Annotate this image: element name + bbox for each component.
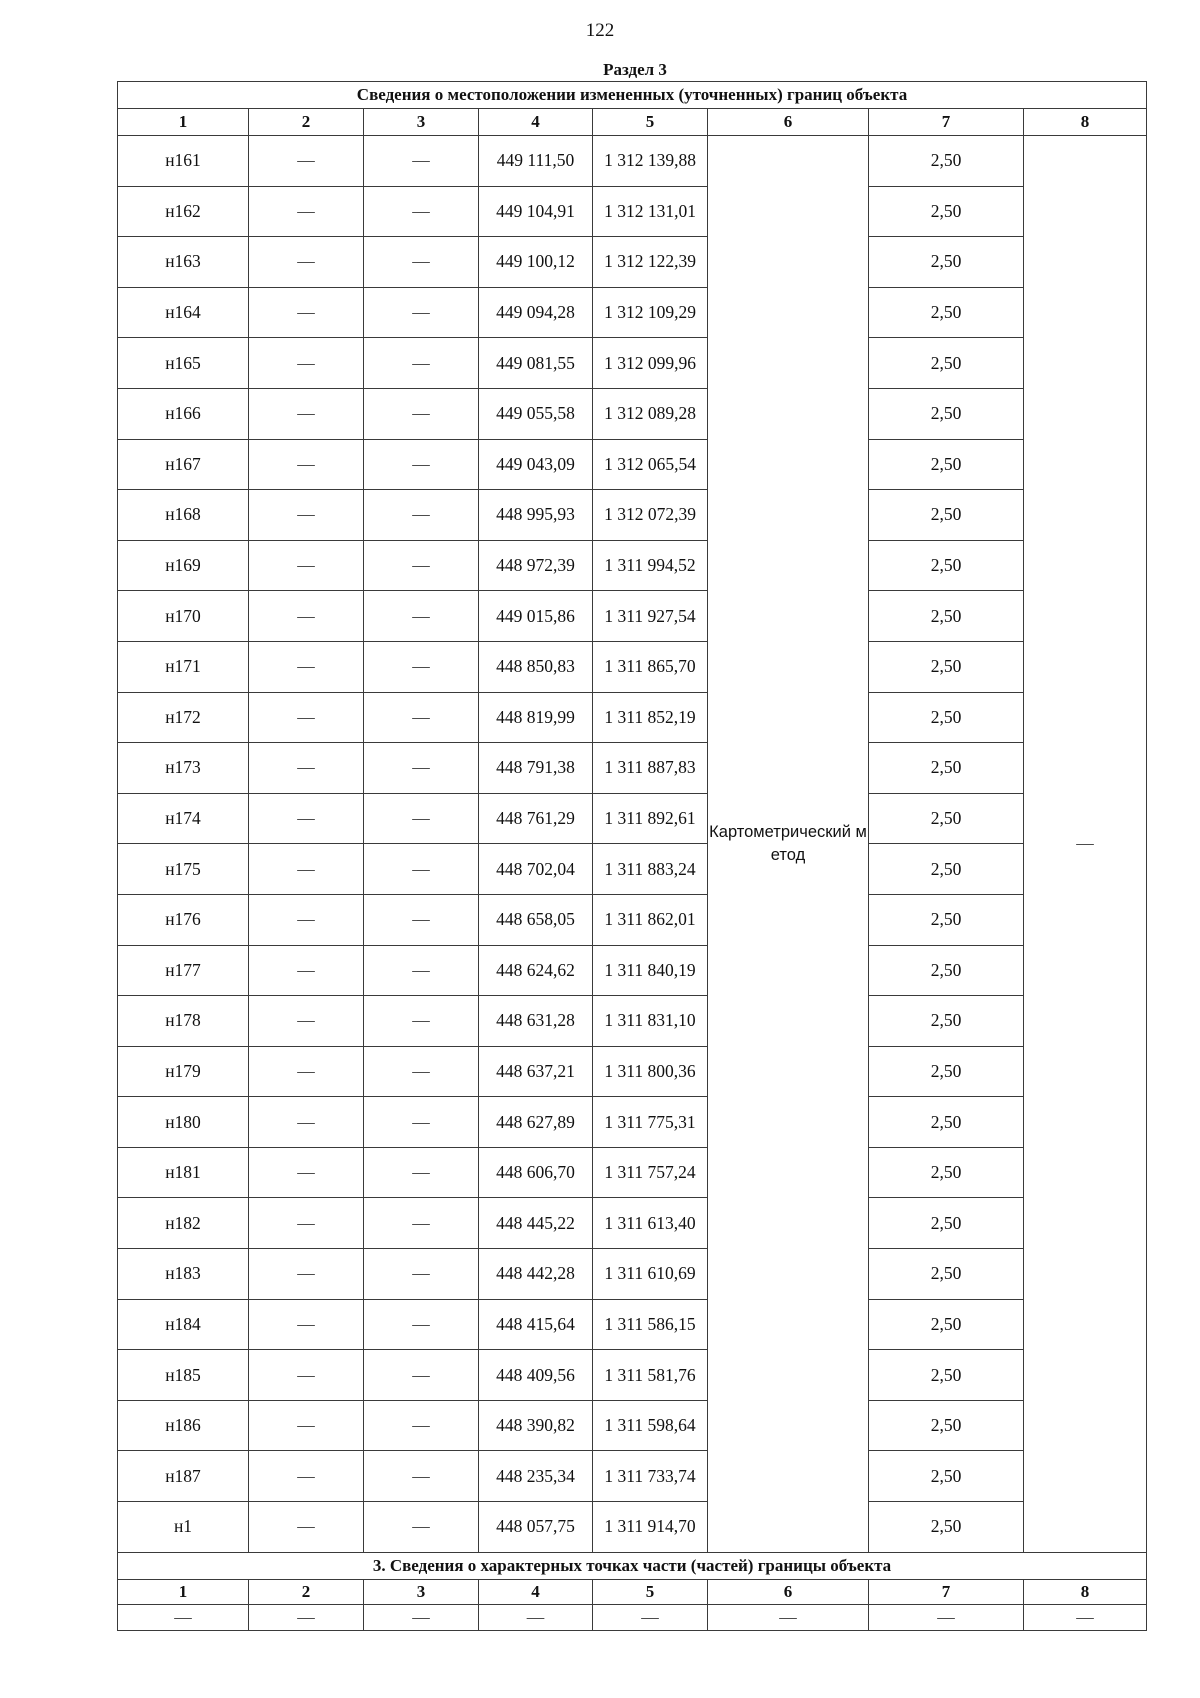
table-row xyxy=(118,1350,1147,1401)
section2-cell: — xyxy=(593,1604,708,1630)
col3-value: — xyxy=(364,186,479,237)
table-row xyxy=(118,1147,1147,1198)
x-coordinate: 448 972,39 xyxy=(479,540,593,591)
section2-row xyxy=(118,1604,1147,1630)
point-name: н163 xyxy=(118,237,249,288)
x-coordinate: 449 055,58 xyxy=(479,388,593,439)
accuracy-value: 2,50 xyxy=(869,388,1024,439)
col3-value: — xyxy=(364,1350,479,1401)
col2-value: — xyxy=(249,1046,364,1097)
y-coordinate: 1 312 072,39 xyxy=(593,490,708,541)
y-coordinate: 1 312 099,96 xyxy=(593,338,708,389)
column-header: 3 xyxy=(364,109,479,136)
table-row xyxy=(118,287,1147,338)
y-coordinate: 1 311 865,70 xyxy=(593,641,708,692)
col2-value: — xyxy=(249,1350,364,1401)
point-name: н169 xyxy=(118,540,249,591)
section2-cell: — xyxy=(479,1604,593,1630)
accuracy-value: 2,50 xyxy=(869,136,1024,187)
point-name: н174 xyxy=(118,793,249,844)
point-name: н182 xyxy=(118,1198,249,1249)
table-row xyxy=(118,186,1147,237)
x-coordinate: 448 631,28 xyxy=(479,996,593,1047)
x-coordinate: 449 104,91 xyxy=(479,186,593,237)
col3-value: — xyxy=(364,1451,479,1502)
col3-value: — xyxy=(364,1299,479,1350)
accuracy-value: 2,50 xyxy=(869,641,1024,692)
column-header: 4 xyxy=(479,109,593,136)
accuracy-value: 2,50 xyxy=(869,1198,1024,1249)
col2-value: — xyxy=(249,641,364,692)
x-coordinate: 448 819,99 xyxy=(479,692,593,743)
section2-cell: — xyxy=(1024,1604,1147,1630)
x-coordinate: 448 409,56 xyxy=(479,1350,593,1401)
point-name: н171 xyxy=(118,641,249,692)
column-header: 1 xyxy=(118,109,249,136)
y-coordinate: 1 312 109,29 xyxy=(593,287,708,338)
y-coordinate: 1 312 131,01 xyxy=(593,186,708,237)
x-coordinate: 448 624,62 xyxy=(479,945,593,996)
col3-value: — xyxy=(364,1147,479,1198)
y-coordinate: 1 311 757,24 xyxy=(593,1147,708,1198)
y-coordinate: 1 311 775,31 xyxy=(593,1097,708,1148)
col3-value: — xyxy=(364,1046,479,1097)
col3-value: — xyxy=(364,743,479,794)
col2-value: — xyxy=(249,287,364,338)
accuracy-value: 2,50 xyxy=(869,490,1024,541)
point-name: н168 xyxy=(118,490,249,541)
point-name: н181 xyxy=(118,1147,249,1198)
col3-value: — xyxy=(364,287,479,338)
col2-value: — xyxy=(249,540,364,591)
col3-value: — xyxy=(364,338,479,389)
point-name: н164 xyxy=(118,287,249,338)
x-coordinate: 449 094,28 xyxy=(479,287,593,338)
boundary-table xyxy=(117,81,1147,1631)
col3-value: — xyxy=(364,136,479,187)
table-row xyxy=(118,136,1147,187)
accuracy-value: 2,50 xyxy=(869,1451,1024,1502)
column-header: 7 xyxy=(869,109,1024,136)
table-row xyxy=(118,1299,1147,1350)
table-row xyxy=(118,945,1147,996)
table-row xyxy=(118,237,1147,288)
y-coordinate: 1 312 089,28 xyxy=(593,388,708,439)
col2-value: — xyxy=(249,439,364,490)
col3-value: — xyxy=(364,1198,479,1249)
col2-value: — xyxy=(249,490,364,541)
y-coordinate: 1 311 586,15 xyxy=(593,1299,708,1350)
y-coordinate: 1 311 581,76 xyxy=(593,1350,708,1401)
accuracy-value: 2,50 xyxy=(869,338,1024,389)
table-row xyxy=(118,490,1147,541)
point-name: н175 xyxy=(118,844,249,895)
section2-cell: — xyxy=(364,1604,479,1630)
point-name: н172 xyxy=(118,692,249,743)
col3-value: — xyxy=(364,1249,479,1300)
section2-cell: — xyxy=(869,1604,1024,1630)
column-header: 8 xyxy=(1024,109,1147,136)
x-coordinate: 449 100,12 xyxy=(479,237,593,288)
section2-column-header: 8 xyxy=(1024,1579,1147,1604)
point-name: н184 xyxy=(118,1299,249,1350)
point-name: н179 xyxy=(118,1046,249,1097)
accuracy-value: 2,50 xyxy=(869,1502,1024,1553)
accuracy-value: 2,50 xyxy=(869,591,1024,642)
y-coordinate: 1 311 914,70 xyxy=(593,1502,708,1553)
y-coordinate: 1 312 122,39 xyxy=(593,237,708,288)
table-row xyxy=(118,844,1147,895)
point-name: н167 xyxy=(118,439,249,490)
col3-value: — xyxy=(364,945,479,996)
accuracy-value: 2,50 xyxy=(869,1350,1024,1401)
column-header: 5 xyxy=(593,109,708,136)
col3-value: — xyxy=(364,1400,479,1451)
y-coordinate: 1 311 927,54 xyxy=(593,591,708,642)
table-row xyxy=(118,692,1147,743)
col2-value: — xyxy=(249,793,364,844)
accuracy-value: 2,50 xyxy=(869,1147,1024,1198)
section2-column-header: 1 xyxy=(118,1579,249,1604)
y-coordinate: 1 311 852,19 xyxy=(593,692,708,743)
table-row xyxy=(118,338,1147,389)
section2-column-header: 6 xyxy=(708,1579,869,1604)
accuracy-value: 2,50 xyxy=(869,894,1024,945)
col3-value: — xyxy=(364,540,479,591)
page-number: 122 xyxy=(585,20,615,41)
y-coordinate: 1 311 733,74 xyxy=(593,1451,708,1502)
point-name: н161 xyxy=(118,136,249,187)
table-row xyxy=(118,641,1147,692)
point-name: н170 xyxy=(118,591,249,642)
table-row xyxy=(118,591,1147,642)
accuracy-value: 2,50 xyxy=(869,186,1024,237)
method-cell: Картометрический метод xyxy=(708,136,869,1553)
accuracy-value: 2,50 xyxy=(869,287,1024,338)
section2-title: 3. Сведения о характерных точках части (частей) границы объекта xyxy=(118,1552,1147,1579)
point-name: н165 xyxy=(118,338,249,389)
point-name: н1 xyxy=(118,1502,249,1553)
table-row xyxy=(118,743,1147,794)
col2-value: — xyxy=(249,186,364,237)
point-name: н176 xyxy=(118,894,249,945)
col3-value: — xyxy=(364,844,479,895)
y-coordinate: 1 311 840,19 xyxy=(593,945,708,996)
x-coordinate: 448 235,34 xyxy=(479,1451,593,1502)
section2-cell: — xyxy=(118,1604,249,1630)
col3-value: — xyxy=(364,591,479,642)
section2-column-header: 5 xyxy=(593,1579,708,1604)
col2-value: — xyxy=(249,743,364,794)
col3-value: — xyxy=(364,1502,479,1553)
x-coordinate: 448 850,83 xyxy=(479,641,593,692)
y-coordinate: 1 311 887,83 xyxy=(593,743,708,794)
x-coordinate: 448 637,21 xyxy=(479,1046,593,1097)
accuracy-value: 2,50 xyxy=(869,237,1024,288)
section2-cell: — xyxy=(249,1604,364,1630)
x-coordinate: 448 627,89 xyxy=(479,1097,593,1148)
table-row xyxy=(118,1451,1147,1502)
point-name: н180 xyxy=(118,1097,249,1148)
y-coordinate: 1 311 610,69 xyxy=(593,1249,708,1300)
point-name: н183 xyxy=(118,1249,249,1300)
col2-value: — xyxy=(249,1097,364,1148)
accuracy-value: 2,50 xyxy=(869,1249,1024,1300)
point-name: н166 xyxy=(118,388,249,439)
table-row xyxy=(118,540,1147,591)
point-name: н187 xyxy=(118,1451,249,1502)
accuracy-value: 2,50 xyxy=(869,996,1024,1047)
col2-value: — xyxy=(249,996,364,1047)
col8-cell: — xyxy=(1024,136,1147,1553)
section2-column-header: 3 xyxy=(364,1579,479,1604)
col3-value: — xyxy=(364,439,479,490)
table-row xyxy=(118,1249,1147,1300)
y-coordinate: 1 311 994,52 xyxy=(593,540,708,591)
x-coordinate: 449 081,55 xyxy=(479,338,593,389)
col2-value: — xyxy=(249,1451,364,1502)
col2-value: — xyxy=(249,1147,364,1198)
table-row xyxy=(118,1502,1147,1553)
y-coordinate: 1 311 613,40 xyxy=(593,1198,708,1249)
y-coordinate: 1 311 831,10 xyxy=(593,996,708,1047)
col2-value: — xyxy=(249,1198,364,1249)
accuracy-value: 2,50 xyxy=(869,1400,1024,1451)
y-coordinate: 1 311 892,61 xyxy=(593,793,708,844)
x-coordinate: 448 606,70 xyxy=(479,1147,593,1198)
accuracy-value: 2,50 xyxy=(869,945,1024,996)
table-row xyxy=(118,388,1147,439)
x-coordinate: 448 415,64 xyxy=(479,1299,593,1350)
accuracy-value: 2,50 xyxy=(869,692,1024,743)
col3-value: — xyxy=(364,692,479,743)
accuracy-value: 2,50 xyxy=(869,540,1024,591)
x-coordinate: 448 702,04 xyxy=(479,844,593,895)
col2-value: — xyxy=(249,237,364,288)
col3-value: — xyxy=(364,490,479,541)
table-row xyxy=(118,1046,1147,1097)
col3-value: — xyxy=(364,996,479,1047)
table-row xyxy=(118,1198,1147,1249)
table-row xyxy=(118,1400,1147,1451)
table-title: Сведения о местоположении измененных (уточненных) границ объекта xyxy=(118,82,1147,109)
table-row xyxy=(118,1097,1147,1148)
x-coordinate: 448 761,29 xyxy=(479,793,593,844)
section2-cell: — xyxy=(708,1604,869,1630)
col2-value: — xyxy=(249,1502,364,1553)
section2-column-header: 2 xyxy=(249,1579,364,1604)
table-row xyxy=(118,894,1147,945)
col2-value: — xyxy=(249,1299,364,1350)
accuracy-value: 2,50 xyxy=(869,1299,1024,1350)
column-header: 6 xyxy=(708,109,869,136)
col2-value: — xyxy=(249,1249,364,1300)
point-name: н178 xyxy=(118,996,249,1047)
col3-value: — xyxy=(364,237,479,288)
x-coordinate: 448 442,28 xyxy=(479,1249,593,1300)
col2-value: — xyxy=(249,692,364,743)
x-coordinate: 448 057,75 xyxy=(479,1502,593,1553)
accuracy-value: 2,50 xyxy=(869,1097,1024,1148)
point-name: н185 xyxy=(118,1350,249,1401)
col2-value: — xyxy=(249,591,364,642)
x-coordinate: 448 445,22 xyxy=(479,1198,593,1249)
y-coordinate: 1 311 800,36 xyxy=(593,1046,708,1097)
point-name: н173 xyxy=(118,743,249,794)
col2-value: — xyxy=(249,338,364,389)
y-coordinate: 1 311 883,24 xyxy=(593,844,708,895)
y-coordinate: 1 311 598,64 xyxy=(593,1400,708,1451)
accuracy-value: 2,50 xyxy=(869,793,1024,844)
x-coordinate: 448 390,82 xyxy=(479,1400,593,1451)
accuracy-value: 2,50 xyxy=(869,439,1024,490)
col2-value: — xyxy=(249,894,364,945)
col3-value: — xyxy=(364,641,479,692)
x-coordinate: 448 995,93 xyxy=(479,490,593,541)
col3-value: — xyxy=(364,388,479,439)
table-row xyxy=(118,996,1147,1047)
section2-column-header: 4 xyxy=(479,1579,593,1604)
point-name: н186 xyxy=(118,1400,249,1451)
y-coordinate: 1 312 065,54 xyxy=(593,439,708,490)
col2-value: — xyxy=(249,388,364,439)
point-name: н177 xyxy=(118,945,249,996)
point-name: н162 xyxy=(118,186,249,237)
accuracy-value: 2,50 xyxy=(869,743,1024,794)
accuracy-value: 2,50 xyxy=(869,1046,1024,1097)
col3-value: — xyxy=(364,1097,479,1148)
x-coordinate: 449 043,09 xyxy=(479,439,593,490)
col2-value: — xyxy=(249,945,364,996)
x-coordinate: 449 015,86 xyxy=(479,591,593,642)
table-row xyxy=(118,793,1147,844)
table-row xyxy=(118,439,1147,490)
x-coordinate: 449 111,50 xyxy=(479,136,593,187)
x-coordinate: 448 791,38 xyxy=(479,743,593,794)
column-header: 2 xyxy=(249,109,364,136)
y-coordinate: 1 312 139,88 xyxy=(593,136,708,187)
col2-value: — xyxy=(249,136,364,187)
x-coordinate: 448 658,05 xyxy=(479,894,593,945)
col3-value: — xyxy=(364,793,479,844)
section-label: Раздел 3 xyxy=(603,60,667,79)
col2-value: — xyxy=(249,844,364,895)
col2-value: — xyxy=(249,1400,364,1451)
accuracy-value: 2,50 xyxy=(869,844,1024,895)
y-coordinate: 1 311 862,01 xyxy=(593,894,708,945)
col3-value: — xyxy=(364,894,479,945)
section2-column-header: 7 xyxy=(869,1579,1024,1604)
